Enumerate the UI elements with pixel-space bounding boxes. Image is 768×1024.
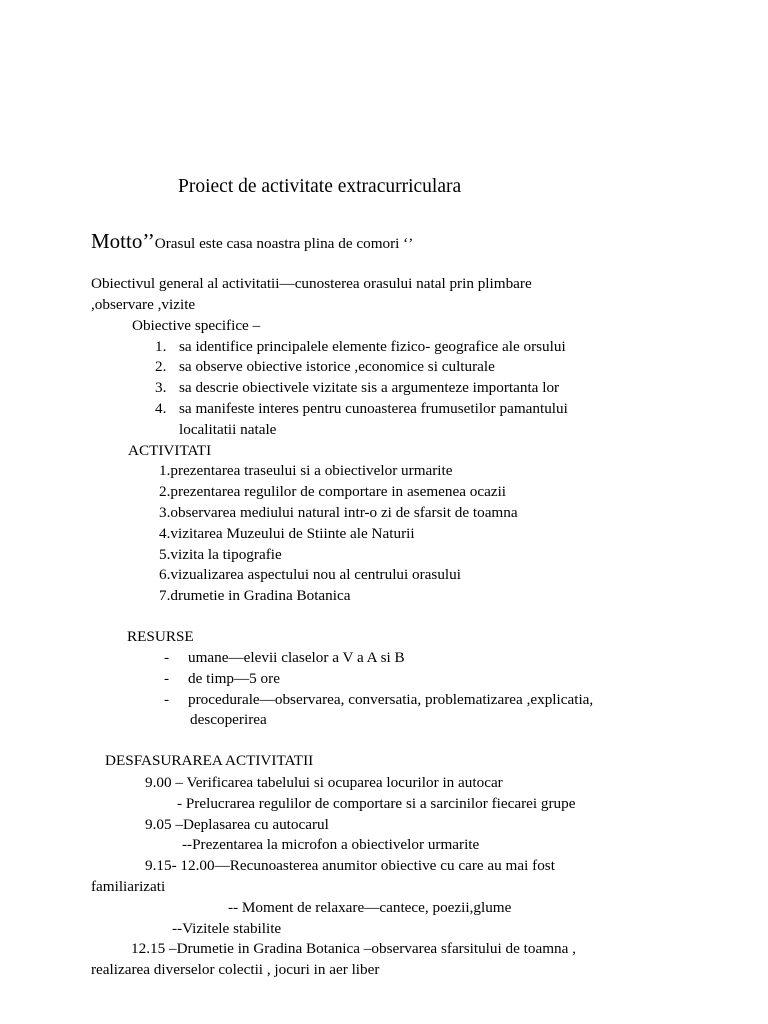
general-objective-line-2: ,observare ,vizite: [91, 296, 196, 313]
resource-text: procedurale—observarea, conversatia, problematizarea ,explicatia,: [188, 691, 594, 708]
item-text: sa descrie obiectivele vizitate sis a argumenteze importanta lor: [179, 379, 560, 396]
motto-text: Orasul este casa noastra plina de comori ‘’: [154, 235, 414, 252]
activity-item: 7.drumetie in Gradina Botanica: [159, 587, 351, 604]
item-text-continued: localitatii natale: [179, 421, 277, 438]
schedule-line: -- Moment de relaxare—cantece, poezii,glume: [228, 899, 512, 916]
activity-item: 1.prezentarea traseului si a obiectivelor urmarite: [159, 462, 453, 479]
item-number: 3.: [155, 379, 167, 396]
activity-item: 5.vizita la tipografie: [159, 546, 282, 563]
resource-text-continued: descoperirea: [190, 711, 267, 728]
activity-item: 4.vizitarea Muzeului de Stiinte ale Naturii: [159, 525, 415, 542]
item-number: 1.: [155, 338, 167, 355]
item-number: 4.: [155, 400, 167, 417]
motto-line: [91, 228, 413, 257]
doc-title: Proiect de activitate extracurriculara: [178, 176, 462, 197]
schedule-line: 9.00 – Verificarea tabelului si ocuparea locurilor in autocar: [145, 774, 503, 791]
schedule-line: familiarizati: [91, 878, 166, 895]
resources-heading: RESURSE: [127, 628, 194, 645]
specific-objectives-heading: Obiective specifice –: [132, 317, 261, 334]
schedule-line: 9.15- 12.00—Recunoasterea anumitor obiective cu care au mai fost: [145, 857, 555, 874]
activities-heading: ACTIVITATI: [128, 442, 212, 459]
activity-item: 2.prezentarea regulilor de comportare in asemenea ocazii: [159, 483, 507, 500]
general-objective-line-1: Obiectivul general al activitatii—cunosterea orasului natal prin plimbare: [91, 275, 532, 292]
item-number: 2.: [155, 358, 167, 375]
bullet-dash: -: [164, 649, 170, 666]
activity-item: 6.vizualizarea aspectului nou al centrului orasului: [159, 566, 461, 583]
schedule-line: --Vizitele stabilite: [172, 920, 282, 937]
item-text: sa observe obiective istorice ,economice si culturale: [179, 358, 495, 375]
resource-text: umane—elevii claselor a V a A si B: [188, 649, 405, 666]
schedule-line: 9.05 –Deplasarea cu autocarul: [145, 816, 329, 833]
item-text: sa identifice principalele elemente fizico- geografice ale orsului: [179, 338, 566, 355]
resource-text: de timp—5 ore: [188, 670, 280, 687]
item-text: sa manifeste interes pentru cunoasterea frumusetilor pamantului: [179, 400, 568, 417]
bullet-dash: -: [164, 670, 170, 687]
schedule-heading: DESFASURAREA ACTIVITATII: [105, 752, 314, 769]
activity-item: 3.observarea mediului natural intr-o zi de sfarsit de toamna: [159, 504, 518, 521]
motto-label: Motto’’: [91, 229, 155, 253]
schedule-line: realizarea diverselor colectii , jocuri in aer liber: [91, 961, 380, 978]
schedule-line: - Prelucrarea regulilor de comportare si a sarcinilor fiecarei grupe: [177, 795, 576, 812]
bullet-dash: -: [164, 691, 170, 708]
schedule-line: --Prezentarea la microfon a obiectivelor urmarite: [182, 836, 480, 853]
schedule-line: 12.15 –Drumetie in Gradina Botanica –observarea sfarsitului de toamna ,: [131, 940, 576, 957]
